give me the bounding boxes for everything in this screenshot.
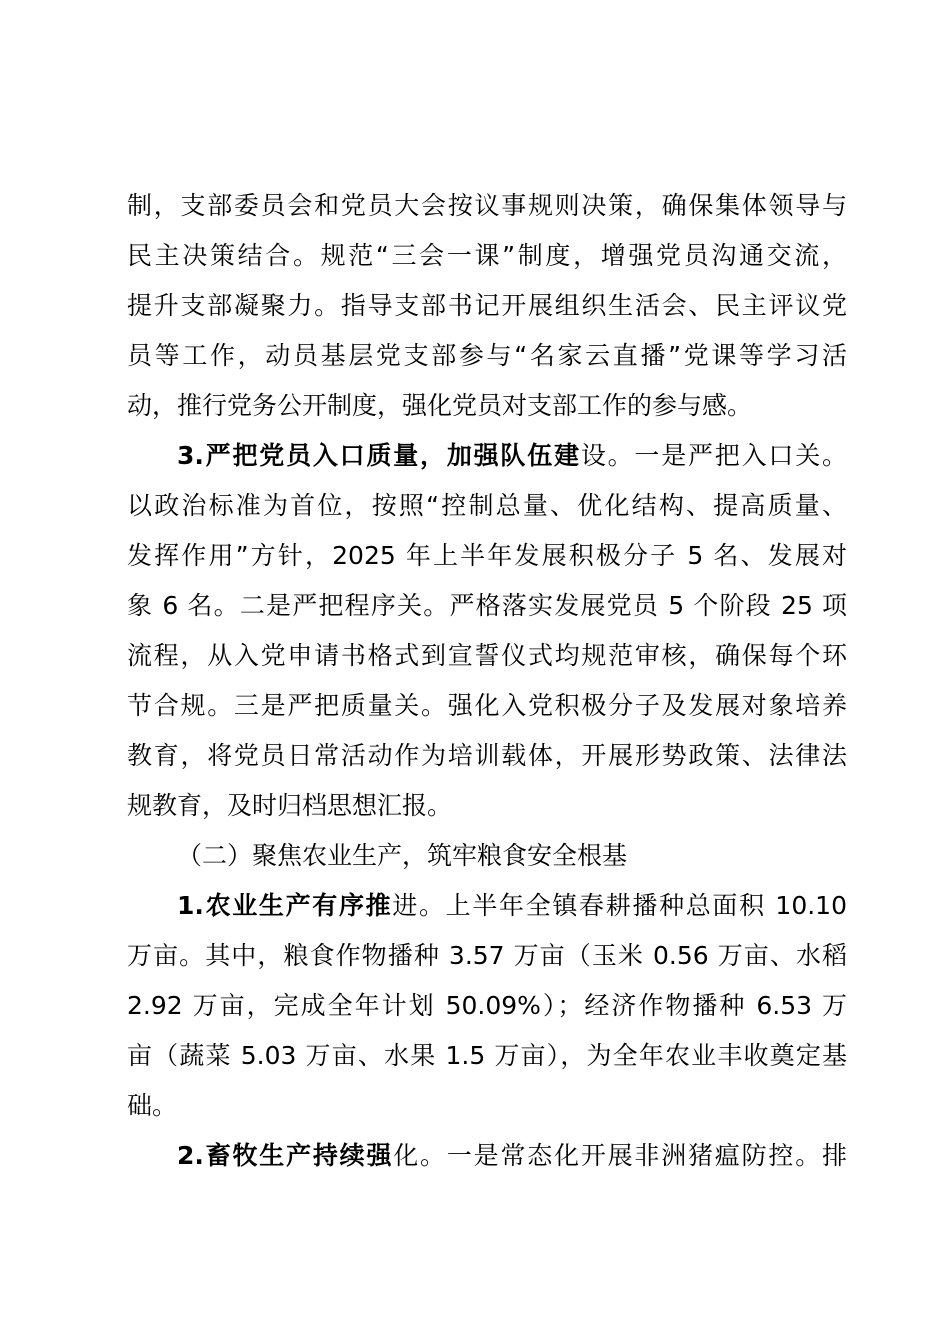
line-text: 础。 [127, 1091, 178, 1120]
paragraph-line [127, 1036, 847, 1076]
paragraph-line [127, 636, 847, 676]
section-heading: 2.畜牧生产持续强 [177, 1141, 394, 1170]
line-text: 流程，从入党申请书格式到宣誓仪式均规范审核，确保每个环 [127, 641, 847, 670]
line-text: 2.92 万亩，完成全年计划 50.09%）；经济作物播种 6.53 万 [127, 991, 847, 1020]
paragraph-line [127, 986, 847, 1026]
line-text: 万亩。其中，粮食作物播种 3.57 万亩（玉米 0.56 万亩、水稻 [127, 941, 847, 970]
line-text: 员等工作，动员基层党支部参与“名家云直播”党课等学习活 [127, 341, 847, 370]
paragraph-line [127, 586, 847, 626]
paragraph-line [127, 936, 847, 976]
section-heading: 1.农业生产有序推 [177, 891, 393, 920]
line-text: 动，推行党务公开制度，强化党员对支部工作的参与感。 [127, 391, 753, 420]
section-heading: 3.严把党员入口质量，加强队伍建 [177, 441, 581, 470]
section-heading-line [177, 436, 847, 476]
line-text: 制，支部委员会和党员大会按议事规则决策，确保集体领导与 [127, 191, 847, 220]
paragraph-line [127, 736, 847, 776]
section-heading-line [177, 886, 847, 926]
line-text: 节合规。三是严把质量关。强化入党积极分子及发展对象培养 [127, 691, 847, 720]
paragraph-line [127, 386, 847, 426]
paragraph-line [127, 536, 847, 576]
line-text: 发挥作用”方针，2025 年上半年发展积极分子 5 名、发展对 [127, 541, 847, 570]
paragraph-line [127, 786, 847, 826]
line-text: 以政治标准为首位，按照“控制总量、优化结构、提高质量、 [127, 491, 847, 520]
line-text: 民主决策结合。规范“三会一课”制度，增强党员沟通交流， [127, 241, 847, 270]
subsection-title-text: （二）聚焦农业生产，筑牢粮食安全根基 [177, 841, 628, 870]
paragraph-line [127, 186, 847, 226]
paragraph-line [127, 286, 847, 326]
line-text: 象 6 名。二是严把程序关。严格落实发展党员 5 个阶段 25 项 [127, 591, 847, 620]
line-text: 规教育，及时归档思想汇报。 [127, 791, 453, 820]
line-text: 提升支部凝聚力。指导支部书记开展组织生活会、民主评议党 [127, 291, 847, 320]
paragraph-line [127, 686, 847, 726]
paragraph-line [127, 1086, 847, 1126]
paragraph-line [127, 486, 847, 526]
line-text: 设。一是严把入口关。 [580, 441, 847, 470]
line-text: 教育，将党员日常活动作为培训载体，开展形势政策、法律法 [127, 741, 847, 770]
subsection-title [177, 836, 847, 876]
paragraph-line [127, 236, 847, 276]
paragraph-line [127, 336, 847, 376]
line-text: 进。上半年全镇春耕播种总面积 10.10 [392, 891, 847, 920]
line-text: 亩（蔬菜 5.03 万亩、水果 1.5 万亩），为全年农业丰收奠定基 [127, 1041, 847, 1070]
section-heading-line [177, 1136, 847, 1176]
line-text: 化。一是常态化开展非洲猪瘟防控。排 [393, 1141, 847, 1170]
